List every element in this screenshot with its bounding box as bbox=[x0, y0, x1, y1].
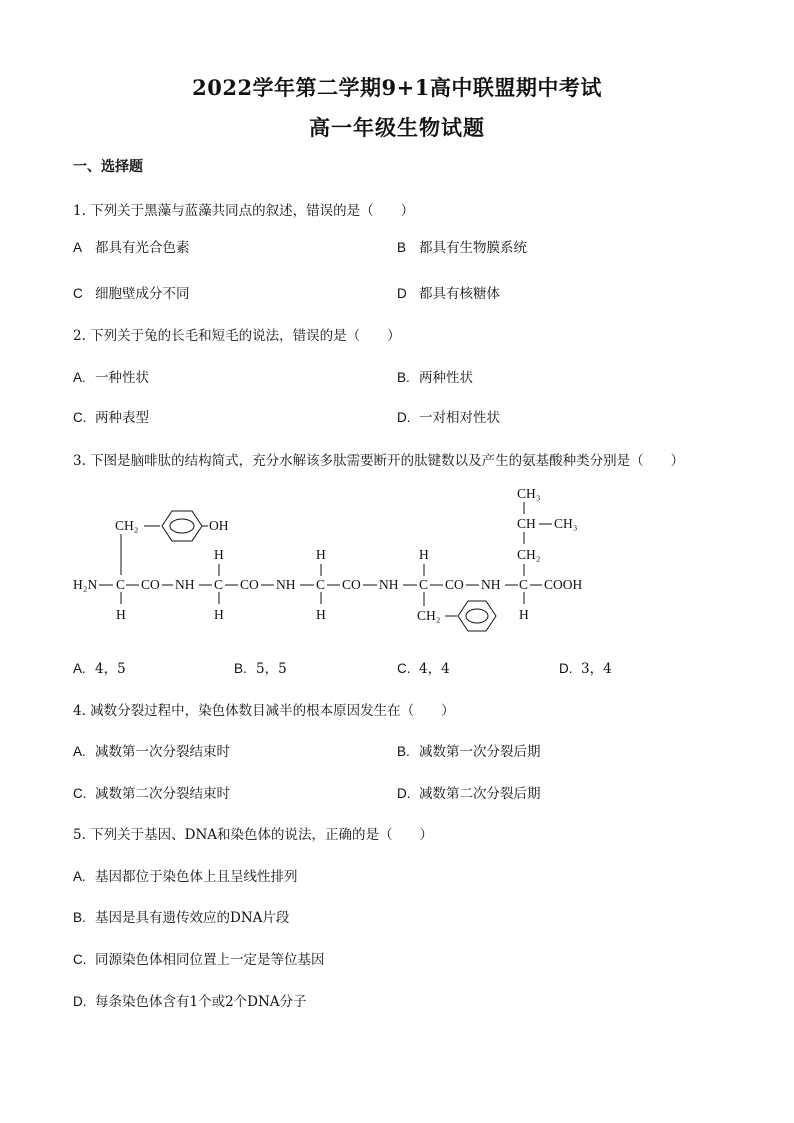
option-text: 细胞壁成分不同 bbox=[95, 286, 190, 302]
h-label: H bbox=[214, 547, 224, 562]
carbon-label: C bbox=[316, 577, 326, 592]
h-label: H bbox=[316, 547, 326, 562]
option-text: 3，4 bbox=[581, 661, 612, 677]
ch2-label: CH₂ bbox=[115, 518, 139, 533]
option-letter: A bbox=[73, 240, 83, 255]
option-letter: D. bbox=[397, 786, 411, 801]
question-5-option-b[interactable] bbox=[73, 906, 289, 926]
option-text: 同源染色体相同位置上一定是等位基因 bbox=[95, 952, 325, 968]
carbon-label: C bbox=[519, 577, 529, 592]
h-label: H bbox=[214, 607, 224, 622]
question-5-stem: 5. 下列关于基因、DNA和染色体的说法，正确的是（ ） bbox=[73, 827, 434, 843]
ch3-label: CH₃ bbox=[517, 486, 541, 501]
co-label: CO bbox=[240, 577, 259, 592]
option-letter: D. bbox=[397, 410, 411, 425]
question-2-stem: 2. 下列关于兔的长毛和短毛的说法，错误的是（ ） bbox=[73, 328, 401, 344]
option-letter: A. bbox=[73, 661, 86, 676]
carbon-label: C bbox=[214, 577, 224, 592]
benzene-ring bbox=[162, 511, 202, 541]
benzene-ring bbox=[458, 601, 496, 631]
h-label: H bbox=[316, 607, 326, 622]
question-5-option-a[interactable] bbox=[73, 865, 298, 885]
option-text: 减数第一次分裂后期 bbox=[419, 744, 541, 760]
option-text: 一种性状 bbox=[95, 370, 149, 386]
option-text: 减数第一次分裂结束时 bbox=[95, 744, 230, 760]
nh-label: NH bbox=[276, 577, 296, 592]
option-text: 4，5 bbox=[95, 661, 126, 677]
option-letter: D. bbox=[73, 994, 87, 1009]
option-letter: A. bbox=[73, 869, 86, 884]
option-letter: B. bbox=[397, 744, 410, 759]
h-label: H bbox=[519, 607, 529, 622]
section-heading: 一、选择题 bbox=[73, 159, 143, 175]
option-text: 4，4 bbox=[419, 661, 450, 677]
question-3-option-d[interactable] bbox=[559, 657, 612, 677]
ch3-right-label: CH₃ bbox=[554, 516, 578, 531]
option-letter: B. bbox=[234, 661, 247, 676]
question-2-option-b[interactable] bbox=[397, 366, 473, 386]
option-text: 减数第二次分裂后期 bbox=[419, 786, 541, 802]
option-text: 都具有光合色素 bbox=[95, 240, 190, 256]
option-letter: A. bbox=[73, 370, 86, 385]
question-4-stem: 4. 减数分裂过程中，染色体数目减半的根本原因发生在（ ） bbox=[73, 703, 455, 719]
question-5-option-c[interactable] bbox=[73, 948, 325, 968]
option-text: 都具有核糖体 bbox=[419, 286, 500, 302]
ch2-label: CH₂ bbox=[417, 608, 441, 623]
question-1-stem: 1. 下列关于黑藻与蓝藻共同点的叙述，错误的是（ ） bbox=[73, 203, 415, 219]
option-letter: A. bbox=[73, 744, 86, 759]
exam-subtitle: 高一年级生物试题 bbox=[309, 115, 485, 140]
option-letter: D. bbox=[559, 661, 573, 676]
oh-label: OH bbox=[209, 518, 229, 533]
co-label: CO bbox=[445, 577, 464, 592]
question-4-option-c[interactable] bbox=[73, 782, 230, 802]
option-letter: B bbox=[397, 240, 407, 255]
benzene-ring-inner bbox=[170, 519, 194, 533]
cooh-label: COOH bbox=[544, 577, 583, 592]
option-letter: C. bbox=[73, 952, 87, 967]
option-text: 5，5 bbox=[256, 661, 287, 677]
option-text: 一对相对性状 bbox=[419, 410, 500, 426]
option-letter: C. bbox=[73, 410, 87, 425]
benzene-ring-inner bbox=[466, 609, 488, 623]
h2n-label: H₂N bbox=[73, 577, 98, 592]
option-letter: C. bbox=[73, 786, 87, 801]
question-1-option-d[interactable] bbox=[397, 282, 500, 302]
option-text: 两种性状 bbox=[419, 370, 473, 386]
option-letter: B. bbox=[73, 910, 86, 925]
ch-label: CH bbox=[517, 516, 536, 531]
question-1-option-a[interactable] bbox=[73, 236, 190, 256]
co-label: CO bbox=[342, 577, 361, 592]
h-label: H bbox=[116, 607, 126, 622]
nh-label: NH bbox=[175, 577, 195, 592]
nh-label: NH bbox=[481, 577, 501, 592]
h-label: H bbox=[419, 547, 429, 562]
carbon-label: C bbox=[116, 577, 126, 592]
ch2-label: CH₂ bbox=[517, 547, 541, 562]
option-text: 都具有生物膜系统 bbox=[419, 240, 527, 256]
question-3-stem: 3. 下图是脑啡肽的结构简式，充分水解该多肽需要断开的肽键数以及产生的氨基酸种类分别是（ ） bbox=[73, 453, 685, 469]
option-text: 每条染色体含有1个或2个DNA分子 bbox=[95, 994, 307, 1010]
question-3-option-c[interactable] bbox=[397, 657, 450, 677]
question-5-option-d[interactable] bbox=[73, 990, 307, 1010]
question-2-option-c[interactable] bbox=[73, 406, 149, 426]
enkephalin-structure-diagram bbox=[68, 480, 628, 640]
exam-title: 2022学年第二学期9+1高中联盟期中考试 bbox=[192, 75, 602, 100]
question-4-option-b[interactable] bbox=[397, 740, 541, 760]
option-text: 减数第二次分裂结束时 bbox=[95, 786, 230, 802]
carbon-label: C bbox=[419, 577, 429, 592]
question-2-option-d[interactable] bbox=[397, 406, 500, 426]
question-4-option-a[interactable] bbox=[73, 740, 230, 760]
question-3-option-b[interactable] bbox=[234, 657, 287, 677]
question-2-option-a[interactable] bbox=[73, 366, 149, 386]
nh-label: NH bbox=[379, 577, 399, 592]
question-1-option-b[interactable] bbox=[397, 236, 527, 256]
option-text: 基因都位于染色体上且呈线性排列 bbox=[95, 869, 298, 885]
option-letter: D bbox=[397, 286, 407, 301]
question-3-option-a[interactable] bbox=[73, 657, 126, 677]
question-4-option-d[interactable] bbox=[397, 782, 541, 802]
option-text: 两种表型 bbox=[95, 410, 149, 426]
co-label: CO bbox=[141, 577, 160, 592]
option-letter: C bbox=[73, 286, 83, 301]
option-letter: B. bbox=[397, 370, 410, 385]
option-letter: C. bbox=[397, 661, 411, 676]
option-text: 基因是具有遗传效应的DNA片段 bbox=[95, 910, 290, 926]
question-1-option-c[interactable] bbox=[73, 282, 190, 302]
